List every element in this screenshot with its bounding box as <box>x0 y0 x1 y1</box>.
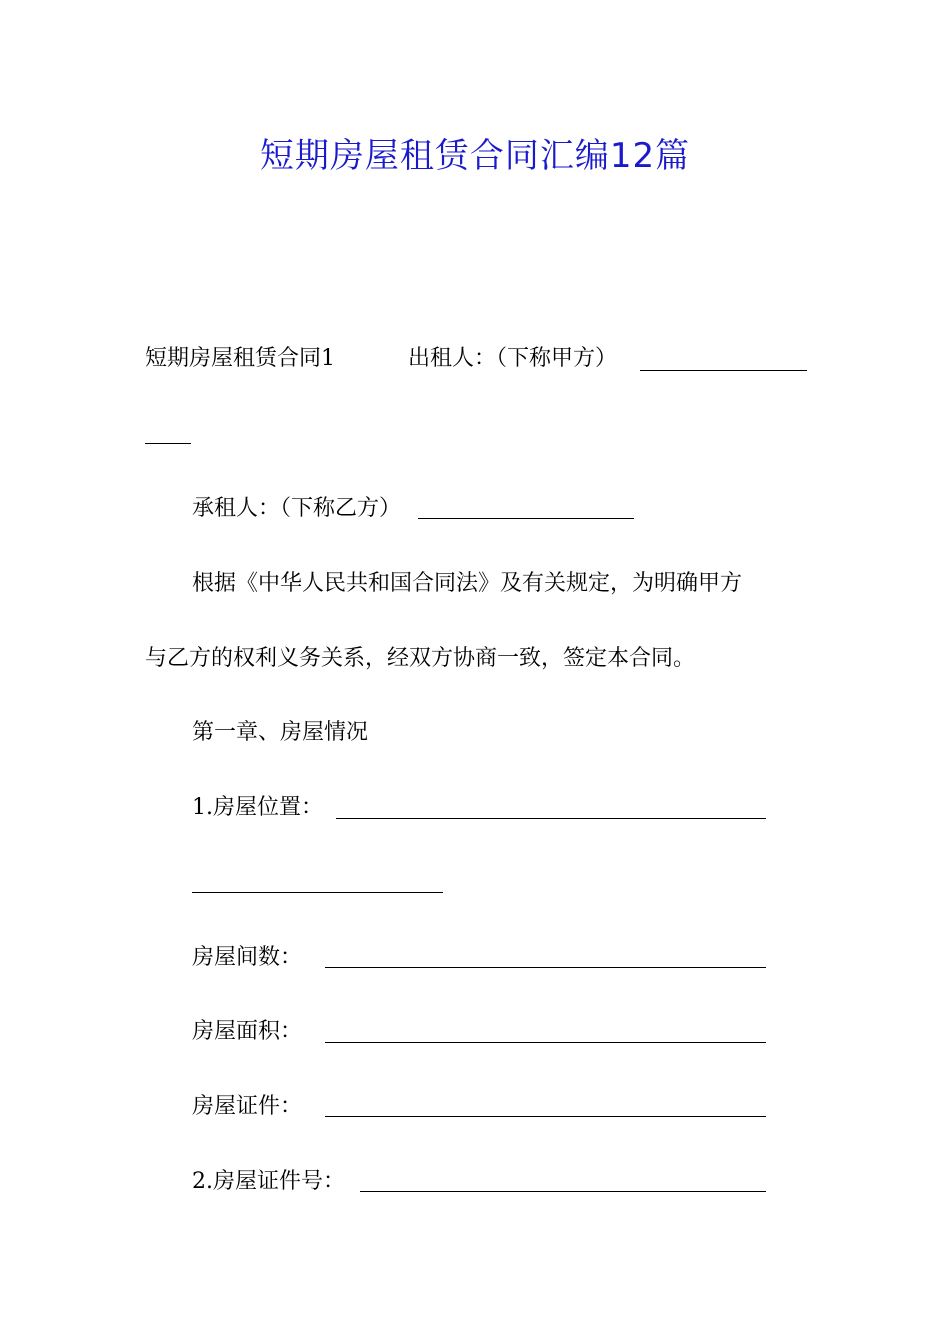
lessor-blank-continued <box>145 443 191 444</box>
contract-heading: 短期房屋租赁合同1 <box>145 346 335 371</box>
lessor-blank <box>640 370 807 371</box>
lessee-blank <box>418 518 634 519</box>
chapter-heading: 第一章、房屋情况 <box>192 720 369 745</box>
certificate-number-blank <box>360 1191 766 1192</box>
house-certificate-label: 房屋证件： <box>192 1094 303 1119</box>
lessee-label: 承租人：（下称乙方） <box>192 496 402 521</box>
house-area-label: 房屋面积： <box>192 1019 303 1044</box>
room-count-label: 房屋间数： <box>192 945 303 970</box>
house-location-blank-continued <box>192 892 443 893</box>
preamble-line-1: 根据《中华人民共和国合同法》及有关规定，为明确甲方 <box>192 571 743 596</box>
house-certificate-blank <box>325 1116 766 1117</box>
lessor-label: 出租人：（下称甲方） <box>408 346 618 371</box>
house-area-blank <box>325 1042 766 1043</box>
house-location-blank <box>336 818 766 819</box>
room-count-blank <box>325 967 766 968</box>
certificate-number-label: 2.房屋证件号： <box>192 1169 345 1194</box>
preamble-line-2: 与乙方的权利义务关系，经双方协商一致，签定本合同。 <box>145 646 696 671</box>
document-title: 短期房屋租赁合同汇编12篇 <box>259 136 691 176</box>
house-location-label: 1.房屋位置： <box>192 795 323 820</box>
